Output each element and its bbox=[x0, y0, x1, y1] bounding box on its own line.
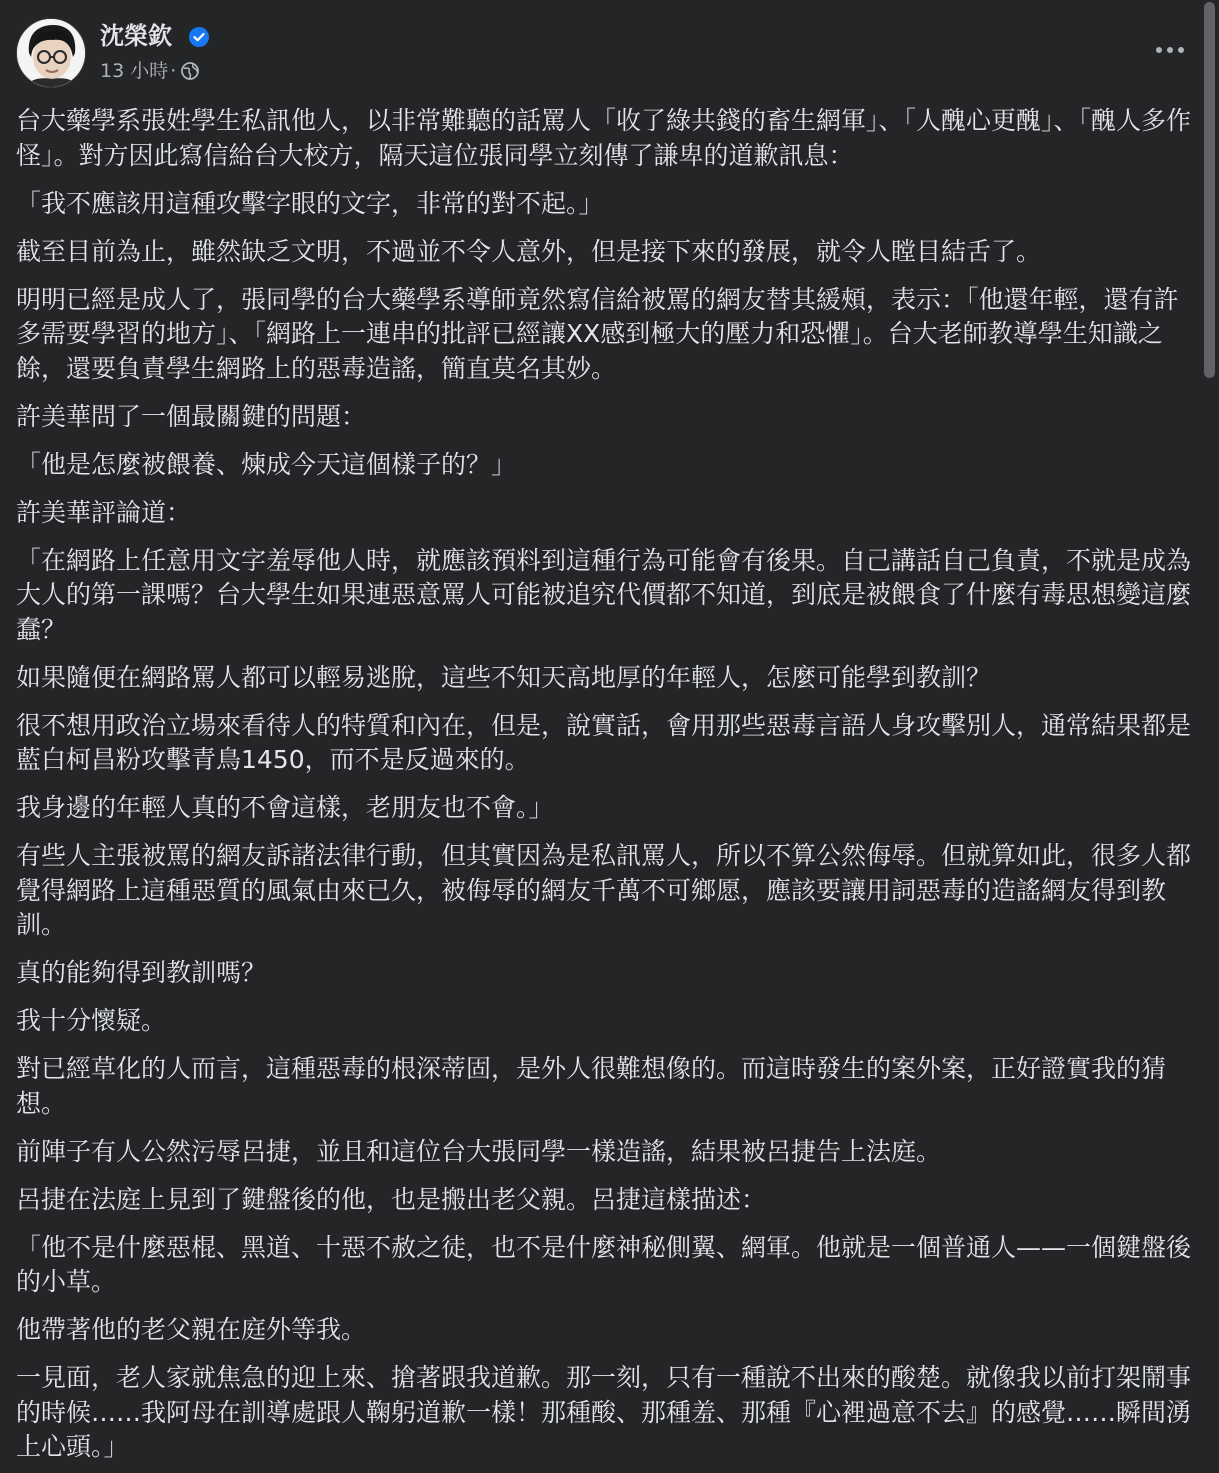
post-paragraph: 有些人主張被罵的網友訴諸法律行動，但其實因為是私訊罵人，所以不算公然侮辱。但就算如此，很多人都覺得網路上這種惡質的風氣由來已久，被侮辱的網友千萬不可鄉愿，應該要讓用詞惡毒的造謠網友得到教訓。 bbox=[16, 841, 1192, 939]
post-paragraph: 截至目前為止，雖然缺乏文明，不過並不令人意外，但是接下來的發展，就令人瞠目結舌了。 bbox=[16, 236, 1042, 266]
post-paragraph: 許美華評論道： bbox=[16, 497, 192, 527]
post-paragraph: 「在網路上任意用文字羞辱他人時，就應該預料到這種行為可能會有後果。自己講話自己負責，不就是成為大人的第一課嗎？台大學生如果連惡意罵人可能被追究代價都不知道，到底是被餵食了什麼有毒思想變這麼蠢？ bbox=[16, 545, 1192, 644]
post-paragraph: 「他是怎麼被餵養、煉成今天這個樣子的？」 bbox=[16, 449, 517, 479]
post-meta bbox=[100, 58, 200, 84]
post-paragraph: 我身邊的年輕人真的不會這樣，老朋友也不會。」 bbox=[16, 793, 554, 822]
post-paragraph: 很不想用政治立場來看待人的特質和內在，但是，說實話，會用那些惡毒言語人身攻擊別人，通常結果都是藍白柯昌粉攻擊青鳥1450，而不是反過來的。 bbox=[16, 710, 1192, 774]
more-options-button[interactable] bbox=[1148, 28, 1192, 72]
more-horizontal-icon bbox=[1155, 46, 1185, 54]
post-paragraph: 「我不應該用這種攻擊字眼的文字，非常的對不起。」 bbox=[16, 188, 604, 218]
post-paragraph: 明明已經是成人了，張同學的台大藥學系導師竟然寫信給被罵的網友替其緩頰，表示：「他還年輕，還有許多需要學習的地方」、「網路上一連串的批評已經讓XX感到極大的壓力和恐懼」。台大老師教導學生知識之餘，還要負責學生網路上的惡毒造謠，簡直莫名其妙。 bbox=[16, 284, 1179, 383]
post-paragraph: 台大藥學系張姓學生私訊他人，以非常難聽的話罵人「收了綠共錢的畜生網軍」、「人醜心更醜」、「醜人多作怪」。對方因此寫信給台大校方，隔天這位張同學立刻傳了謙卑的道歉訊息： bbox=[16, 106, 1192, 170]
verified-badge-icon bbox=[188, 26, 210, 48]
post-paragraph: 真的能夠得到教訓嗎？ bbox=[16, 958, 267, 987]
scrollbar-thumb[interactable] bbox=[1204, 2, 1215, 378]
globe-icon[interactable] bbox=[180, 61, 200, 81]
post-paragraph: 「他不是什麼惡棍、黑道、十惡不赦之徒，也不是什麼神秘側翼、網軍。他就是一個普通人——一個鍵盤後的小草。 bbox=[16, 1232, 1192, 1296]
post-paragraph: 一見面，老人家就焦急的迎上來、搶著跟我道歉。那一刻，只有一種說不出來的酸楚。就像我以前打架鬧事的時候……我阿母在訓導處跟人鞠躬道歉一樣！那種酸、那種羞、那種『心裡過意不去』的感覺……瞬間湧上心頭。」 bbox=[16, 1363, 1192, 1461]
post-timestamp[interactable]: 13 小時 bbox=[100, 60, 169, 82]
post-paragraph: 他帶著他的老父親在庭外等我。 bbox=[16, 1315, 367, 1344]
post-header bbox=[16, 18, 1196, 90]
scrollbar[interactable] bbox=[1200, 0, 1219, 1473]
post-body bbox=[16, 104, 1200, 1473]
post-paragraph: 我十分懷疑。 bbox=[16, 1006, 167, 1035]
post-paragraph: 如果隨便在網路罵人都可以輕易逃脫，這些不知天高地厚的年輕人，怎麼可能學到教訓？ bbox=[16, 662, 992, 692]
meta-separator: · bbox=[170, 60, 177, 82]
author-avatar[interactable] bbox=[16, 18, 86, 88]
author-name[interactable]: 沈榮欽 bbox=[100, 22, 172, 50]
avatar-photo bbox=[17, 19, 86, 88]
post-paragraph: 前陣子有人公然污辱呂捷，並且和這位台大張同學一樣造謠，結果被呂捷告上法庭。 bbox=[16, 1136, 942, 1166]
post-paragraph: 對已經草化的人而言，這種惡毒的根深蒂固，是外人很難想像的。而這時發生的案外案，正好證實我的猜想。 bbox=[16, 1054, 1167, 1118]
post-paragraph: 呂捷在法庭上見到了鍵盤後的他，也是搬出老父親。呂捷這樣描述： bbox=[16, 1184, 767, 1214]
post-paragraph: 許美華問了一個最關鍵的問題： bbox=[16, 401, 367, 431]
